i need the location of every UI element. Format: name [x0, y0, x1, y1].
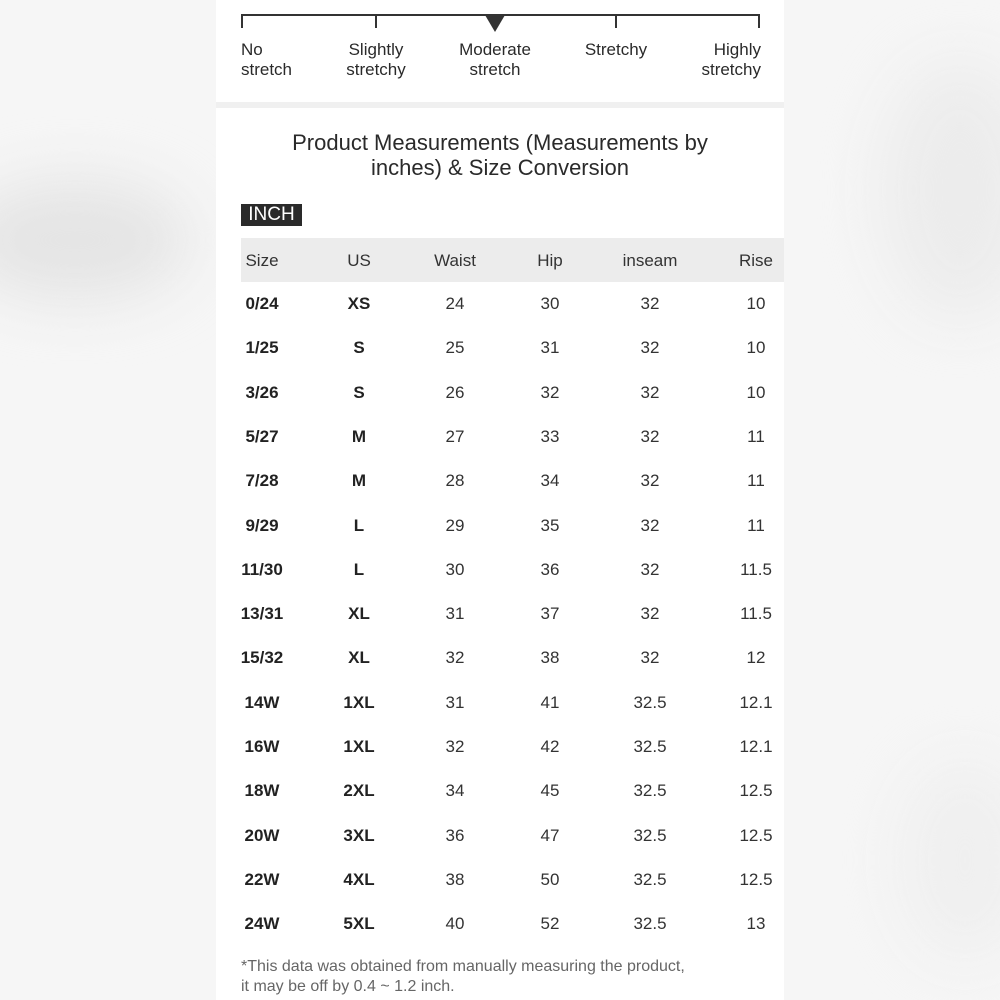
cell-rise: 12.1: [739, 692, 773, 712]
cell-inseam: 32.5: [633, 914, 667, 934]
cell-us: S: [353, 338, 365, 358]
stretch-label-moderate: Moderate stretch: [459, 40, 531, 79]
cell-inseam: 32: [640, 338, 660, 358]
cell-us: 1XL: [343, 692, 375, 712]
cell-waist: 26: [445, 382, 465, 402]
cell-us: L: [353, 559, 365, 579]
cell-us: XL: [348, 648, 370, 668]
cell-size: 7/28: [245, 471, 279, 491]
cell-hip: 38: [540, 648, 560, 668]
cell-rise: 11.5: [740, 559, 772, 579]
cell-waist: 31: [445, 604, 465, 624]
table-row: [241, 504, 784, 548]
header-rise: Rise: [738, 251, 773, 270]
cell-hip: 33: [540, 426, 560, 446]
cell-rise: 10: [746, 294, 766, 313]
header-size: Size: [245, 251, 279, 270]
cell-rise: 11.5: [740, 604, 772, 624]
cell-size: 16W: [244, 737, 280, 756]
cell-us: 1XL: [343, 737, 375, 756]
cell-hip: 41: [540, 692, 560, 712]
cell-us: 2XL: [343, 781, 375, 801]
cell-rise: 10: [746, 382, 766, 402]
cell-size: 15/32: [240, 648, 284, 668]
cell-inseam: 32.5: [633, 869, 667, 889]
cell-us: 5XL: [343, 914, 375, 934]
cell-inseam: 32: [640, 648, 660, 668]
cell-inseam: 32: [640, 604, 660, 624]
cell-us: XL: [348, 604, 370, 624]
cell-hip: 52: [540, 914, 560, 934]
cell-hip: 37: [540, 604, 560, 624]
table-row: [241, 636, 784, 680]
cell-hip: 45: [540, 781, 560, 801]
cell-waist: 28: [445, 471, 465, 491]
cell-waist: 40: [445, 914, 465, 934]
cell-waist: 29: [445, 515, 465, 535]
table-row: [241, 548, 784, 592]
cell-rise: 12.5: [739, 869, 773, 889]
table-row: [241, 326, 784, 370]
cell-waist: 32: [445, 737, 465, 756]
background-blur: [900, 760, 1000, 960]
unit-tag: INCH: [241, 204, 302, 226]
cell-size: 9/29: [245, 515, 279, 535]
cell-hip: 36: [540, 559, 560, 579]
stretch-label-slightly: Slightly stretchy: [346, 40, 406, 79]
cell-hip: 31: [540, 338, 560, 358]
stretch-label-none: No stretch: [241, 40, 293, 79]
table-row: [241, 814, 784, 858]
cell-inseam: 32: [640, 515, 660, 535]
cell-inseam: 32.5: [633, 825, 667, 845]
cell-size: 0/24: [245, 294, 279, 313]
stretch-label-highly: Highly stretchy: [701, 40, 761, 79]
header-hip: Hip: [537, 251, 563, 270]
cell-waist: 36: [445, 825, 465, 845]
cell-waist: 24: [445, 294, 465, 313]
cell-size: 24W: [244, 914, 280, 934]
stretch-label-stretchy: Stretchy: [584, 40, 648, 59]
cell-size: 5/27: [245, 426, 279, 446]
table-row: [241, 459, 784, 503]
cell-size: 18W: [244, 781, 280, 801]
cell-inseam: 32: [640, 559, 660, 579]
cell-size: 14W: [244, 692, 280, 712]
page-title: Product Measurements (Measurements by inches) & Size Conversion: [292, 130, 708, 180]
table-row: [241, 415, 784, 459]
cell-size: 3/26: [245, 382, 279, 402]
cell-inseam: 32: [640, 382, 660, 402]
stretch-marker-icon: [485, 15, 505, 32]
cell-hip: 30: [540, 294, 560, 313]
cell-rise: 12.5: [739, 781, 773, 801]
table-row: [241, 858, 784, 902]
header-us: US: [347, 251, 371, 270]
stretch-scale: [241, 0, 761, 100]
table-row: [241, 282, 784, 326]
cell-rise: 11: [747, 426, 765, 446]
cell-hip: 32: [540, 382, 560, 402]
measurements-panel: [216, 108, 784, 1000]
cell-us: S: [353, 382, 365, 402]
cell-rise: 11: [747, 515, 765, 535]
cell-inseam: 32.5: [633, 692, 667, 712]
cell-rise: 11: [747, 471, 765, 491]
cell-rise: 10: [746, 338, 766, 358]
cell-inseam: 32: [640, 426, 660, 446]
cell-waist: 30: [445, 559, 465, 579]
cell-us: L: [353, 515, 365, 535]
cell-hip: 34: [540, 471, 560, 491]
cell-hip: 50: [540, 869, 560, 889]
header-inseam: inseam: [622, 251, 678, 270]
cell-us: 3XL: [343, 825, 375, 845]
table-row: [241, 371, 784, 415]
cell-us: M: [351, 426, 367, 446]
cell-waist: 38: [445, 869, 465, 889]
cell-us: XS: [347, 294, 371, 313]
background-blur: [880, 60, 1000, 320]
table-header: [241, 238, 784, 282]
table-row: [241, 592, 784, 636]
cell-rise: 12.5: [739, 825, 773, 845]
table-row: [241, 902, 784, 946]
header-waist: Waist: [434, 251, 476, 270]
cell-size: 20W: [244, 825, 280, 845]
cell-us: M: [351, 471, 367, 491]
cell-inseam: 32: [640, 471, 660, 491]
cell-size: 1/25: [245, 338, 279, 358]
cell-size: 11/30: [241, 559, 283, 579]
cell-rise: 12.1: [739, 737, 773, 756]
cell-rise: 13: [746, 914, 766, 934]
cell-us: 4XL: [343, 869, 375, 889]
cell-size: 13/31: [240, 604, 284, 624]
cell-waist: 32: [445, 648, 465, 668]
stretch-panel: [216, 0, 784, 102]
cell-waist: 27: [445, 426, 465, 446]
cell-hip: 35: [540, 515, 560, 535]
table-row: [241, 769, 784, 813]
background-blur: [0, 180, 190, 300]
cell-inseam: 32.5: [633, 737, 667, 756]
table-row: [241, 725, 784, 769]
cell-hip: 47: [540, 825, 560, 845]
table-row: [241, 681, 784, 725]
stretch-scale-line: [241, 0, 761, 40]
cell-inseam: 32: [640, 294, 660, 313]
cell-hip: 42: [540, 737, 560, 756]
cell-waist: 34: [445, 781, 465, 801]
cell-size: 22W: [244, 869, 280, 889]
cell-waist: 31: [445, 692, 465, 712]
cell-rise: 12: [746, 648, 766, 668]
cell-inseam: 32.5: [633, 781, 667, 801]
cell-waist: 25: [445, 338, 465, 358]
measurement-note: *This data was obtained from manually measuring the product, it may be off by 0.4 ~ 1.2 inch.: [241, 958, 685, 995]
